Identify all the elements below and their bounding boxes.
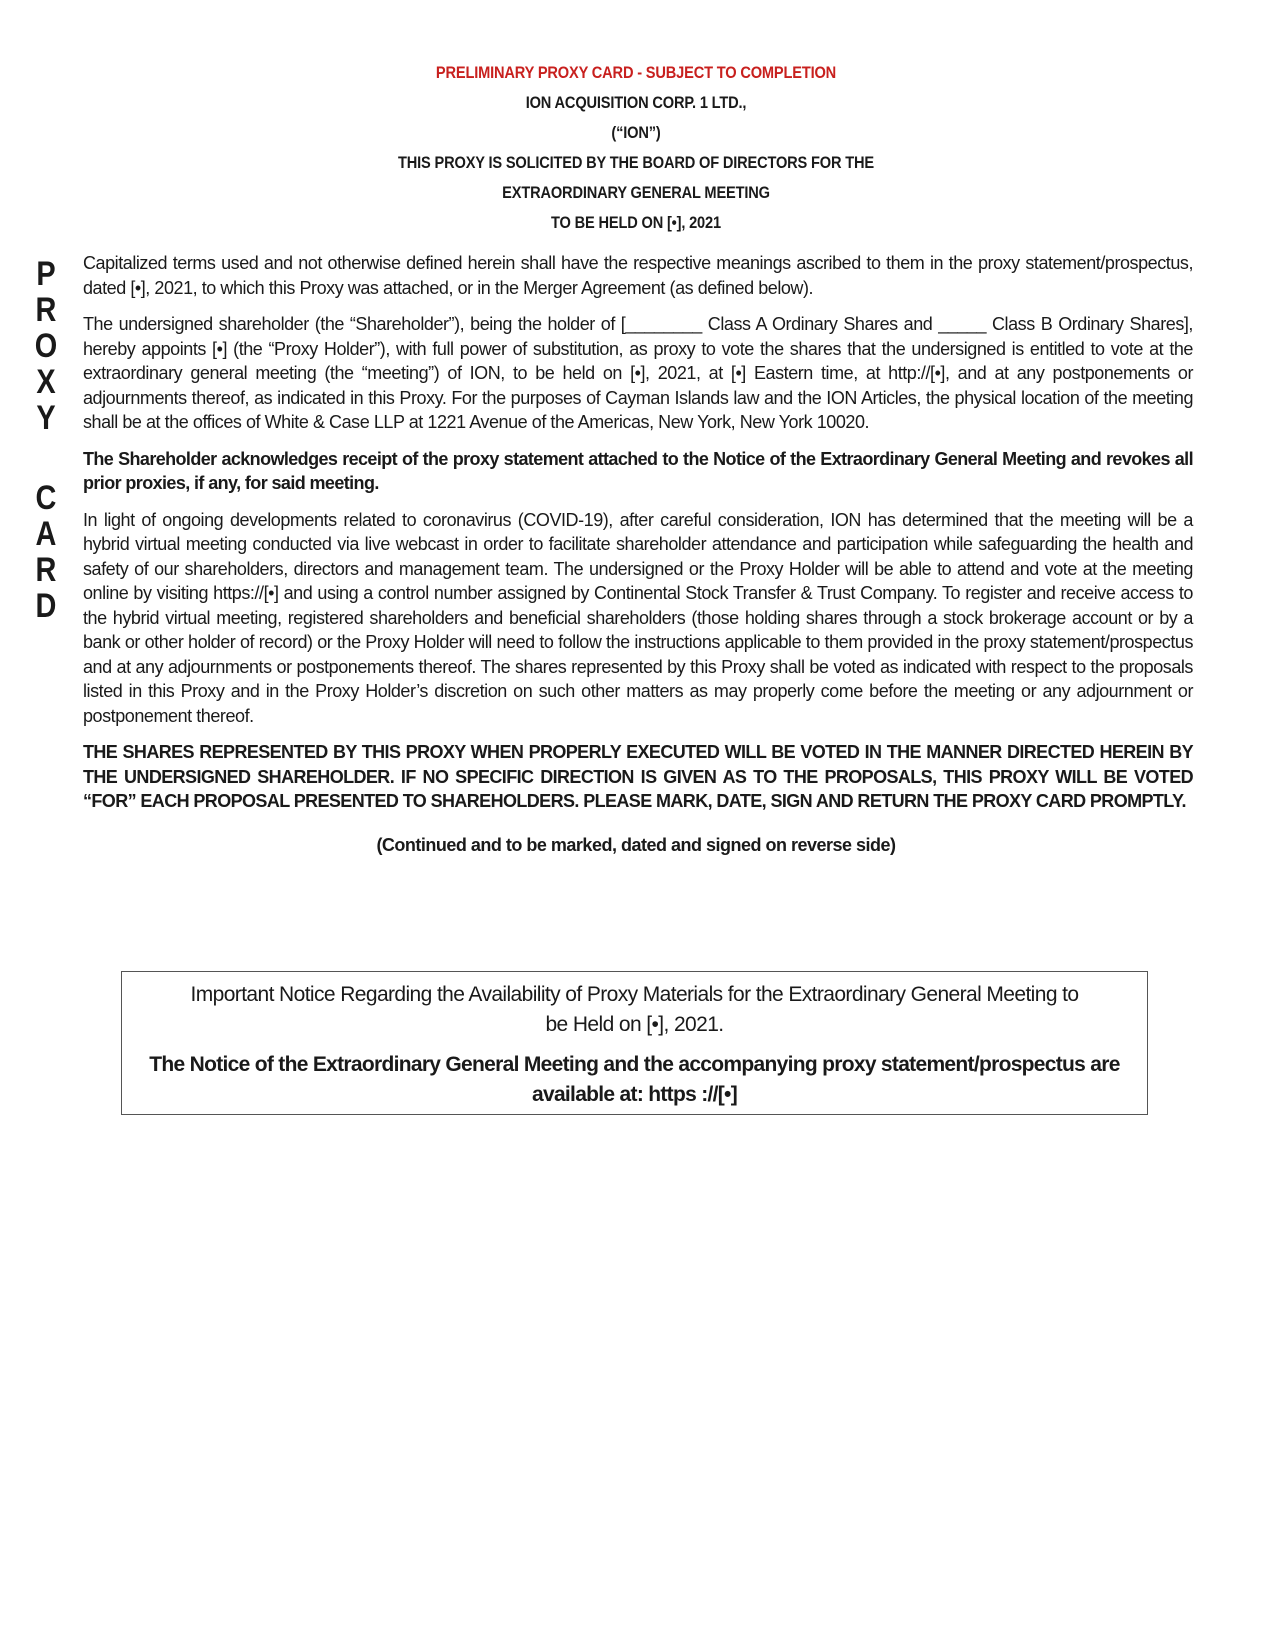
availability-notice-link: The Notice of the Extraordinary General Meeting and the accompanying proxy statement/prospectus are available at: https ://[•] — [149, 1053, 1120, 1106]
side-letter: O — [34, 327, 58, 365]
meeting-name: EXTRAORDINARY GENERAL MEETING — [502, 183, 770, 202]
company-name: ION ACQUISITION CORP. 1 LTD., — [525, 93, 747, 112]
voting-instructions-paragraph: THE SHARES REPRESENTED BY THIS PROXY WHEN PROPERLY EXECUTED WILL BE VOTED IN THE MANNER DIRECTED HEREIN BY THE UNDERSIGNED SHAREHOLDER. IF NO SPECIFIC DIRECTION IS GIVEN AS TO THE PROPOSALS, THIS PROXY WILL BE VOTED “FOR” EACH PROPOSAL PRESENTED TO SHAREHOLDERS. PLEASE MARK, DATE, SIGN AND RETURN THE PROXY CARD PROMPTLY. — [83, 742, 1193, 811]
side-letter: A — [35, 515, 57, 553]
solicitation-line: THIS PROXY IS SOLICITED BY THE BOARD OF DIRECTORS FOR THE — [398, 153, 874, 172]
proxy-body — [83, 251, 1193, 826]
preliminary-notice: PRELIMINARY PROXY CARD - SUBJECT TO COMPLETION — [435, 63, 837, 82]
side-letter: R — [35, 551, 57, 589]
document-header — [0, 58, 1272, 238]
company-short-name: (“ION”) — [611, 123, 661, 142]
side-label-card — [30, 480, 62, 624]
side-letter: X — [36, 363, 56, 401]
side-letter: C — [35, 479, 57, 517]
side-letter: R — [35, 291, 57, 329]
availability-notice-text: Important Notice Regarding the Availability of Proxy Materials for the Extraordinary General Meeting to be Held on [•], 2021. — [190, 983, 1079, 1036]
continued-note: (Continued and to be marked, dated and signed on reverse side) — [376, 835, 896, 855]
side-letter: P — [36, 255, 56, 293]
availability-notice-box — [121, 971, 1148, 1115]
appointment-paragraph: The undersigned shareholder (the “Shareholder”), being the holder of [________ Class A Ordinary Shares and _____ Class B Ordinary Shares], hereby appoints [•] (the “Proxy Holder”), with full power of substitution, as proxy to vote the shares that the undersigned is entitled to vote at the extraordinary general meeting (the “meeting”) of ION, to be held on [•], 2021, at [•] Eastern time, at http://[•], and at any postponements or adjournments thereof, as indicated in this Proxy. For the purposes of Cayman Islands law and the ION Articles, the physical location of the meeting shall be at the offices of White & Case LLP at 1221 Avenue of the Americas, New York, New York 10020. — [83, 314, 1193, 432]
side-letter: Y — [36, 399, 56, 437]
side-letter: D — [35, 587, 57, 625]
acknowledgement-paragraph: The Shareholder acknowledges receipt of the proxy statement attached to the Notice of the Extraordinary General Meeting and revokes all prior proxies, if any, for said meeting. — [83, 448, 1193, 493]
covid-paragraph: In light of ongoing developments related to coronavirus (COVID-19), after careful consideration, ION has determined that the meeting will be a hybrid virtual meeting conducted via live webcast in order to facilitate shareholder attendance and participation while safeguarding the health and safety of our shareholders, directors and management team. The undersigned or the Proxy Holder will be able to attend and vote at the meeting online by visiting https://[•] and using a control number assigned by Continental Stock Transfer & Trust Company. To register and receive access to the hybrid virtual meeting, registered shareholders and beneficial shareholders (those holding shares through a stock brokerage account or by a bank or other holder of record) or the Proxy Holder will need to follow the instructions applicable to them provided in the proxy statement/prospectus and at any adjournments or postponements thereof. The shares represented by this Proxy shall be voted as indicated with respect to the proposals listed in this Proxy and in the Proxy Holder’s discretion on such other matters as may properly come before the meeting or any adjournment or postponement thereof. — [83, 509, 1193, 726]
definitions-paragraph: Capitalized terms used and not otherwise defined herein shall have the respective meanings ascribed to them in the proxy statement/prospectus, dated [•], 2021, to which this Proxy was attached, or in the Merger Agreement (as defined below). — [83, 253, 1193, 298]
meeting-date: TO BE HELD ON [•], 2021 — [551, 213, 721, 232]
side-label-proxy — [30, 256, 62, 436]
